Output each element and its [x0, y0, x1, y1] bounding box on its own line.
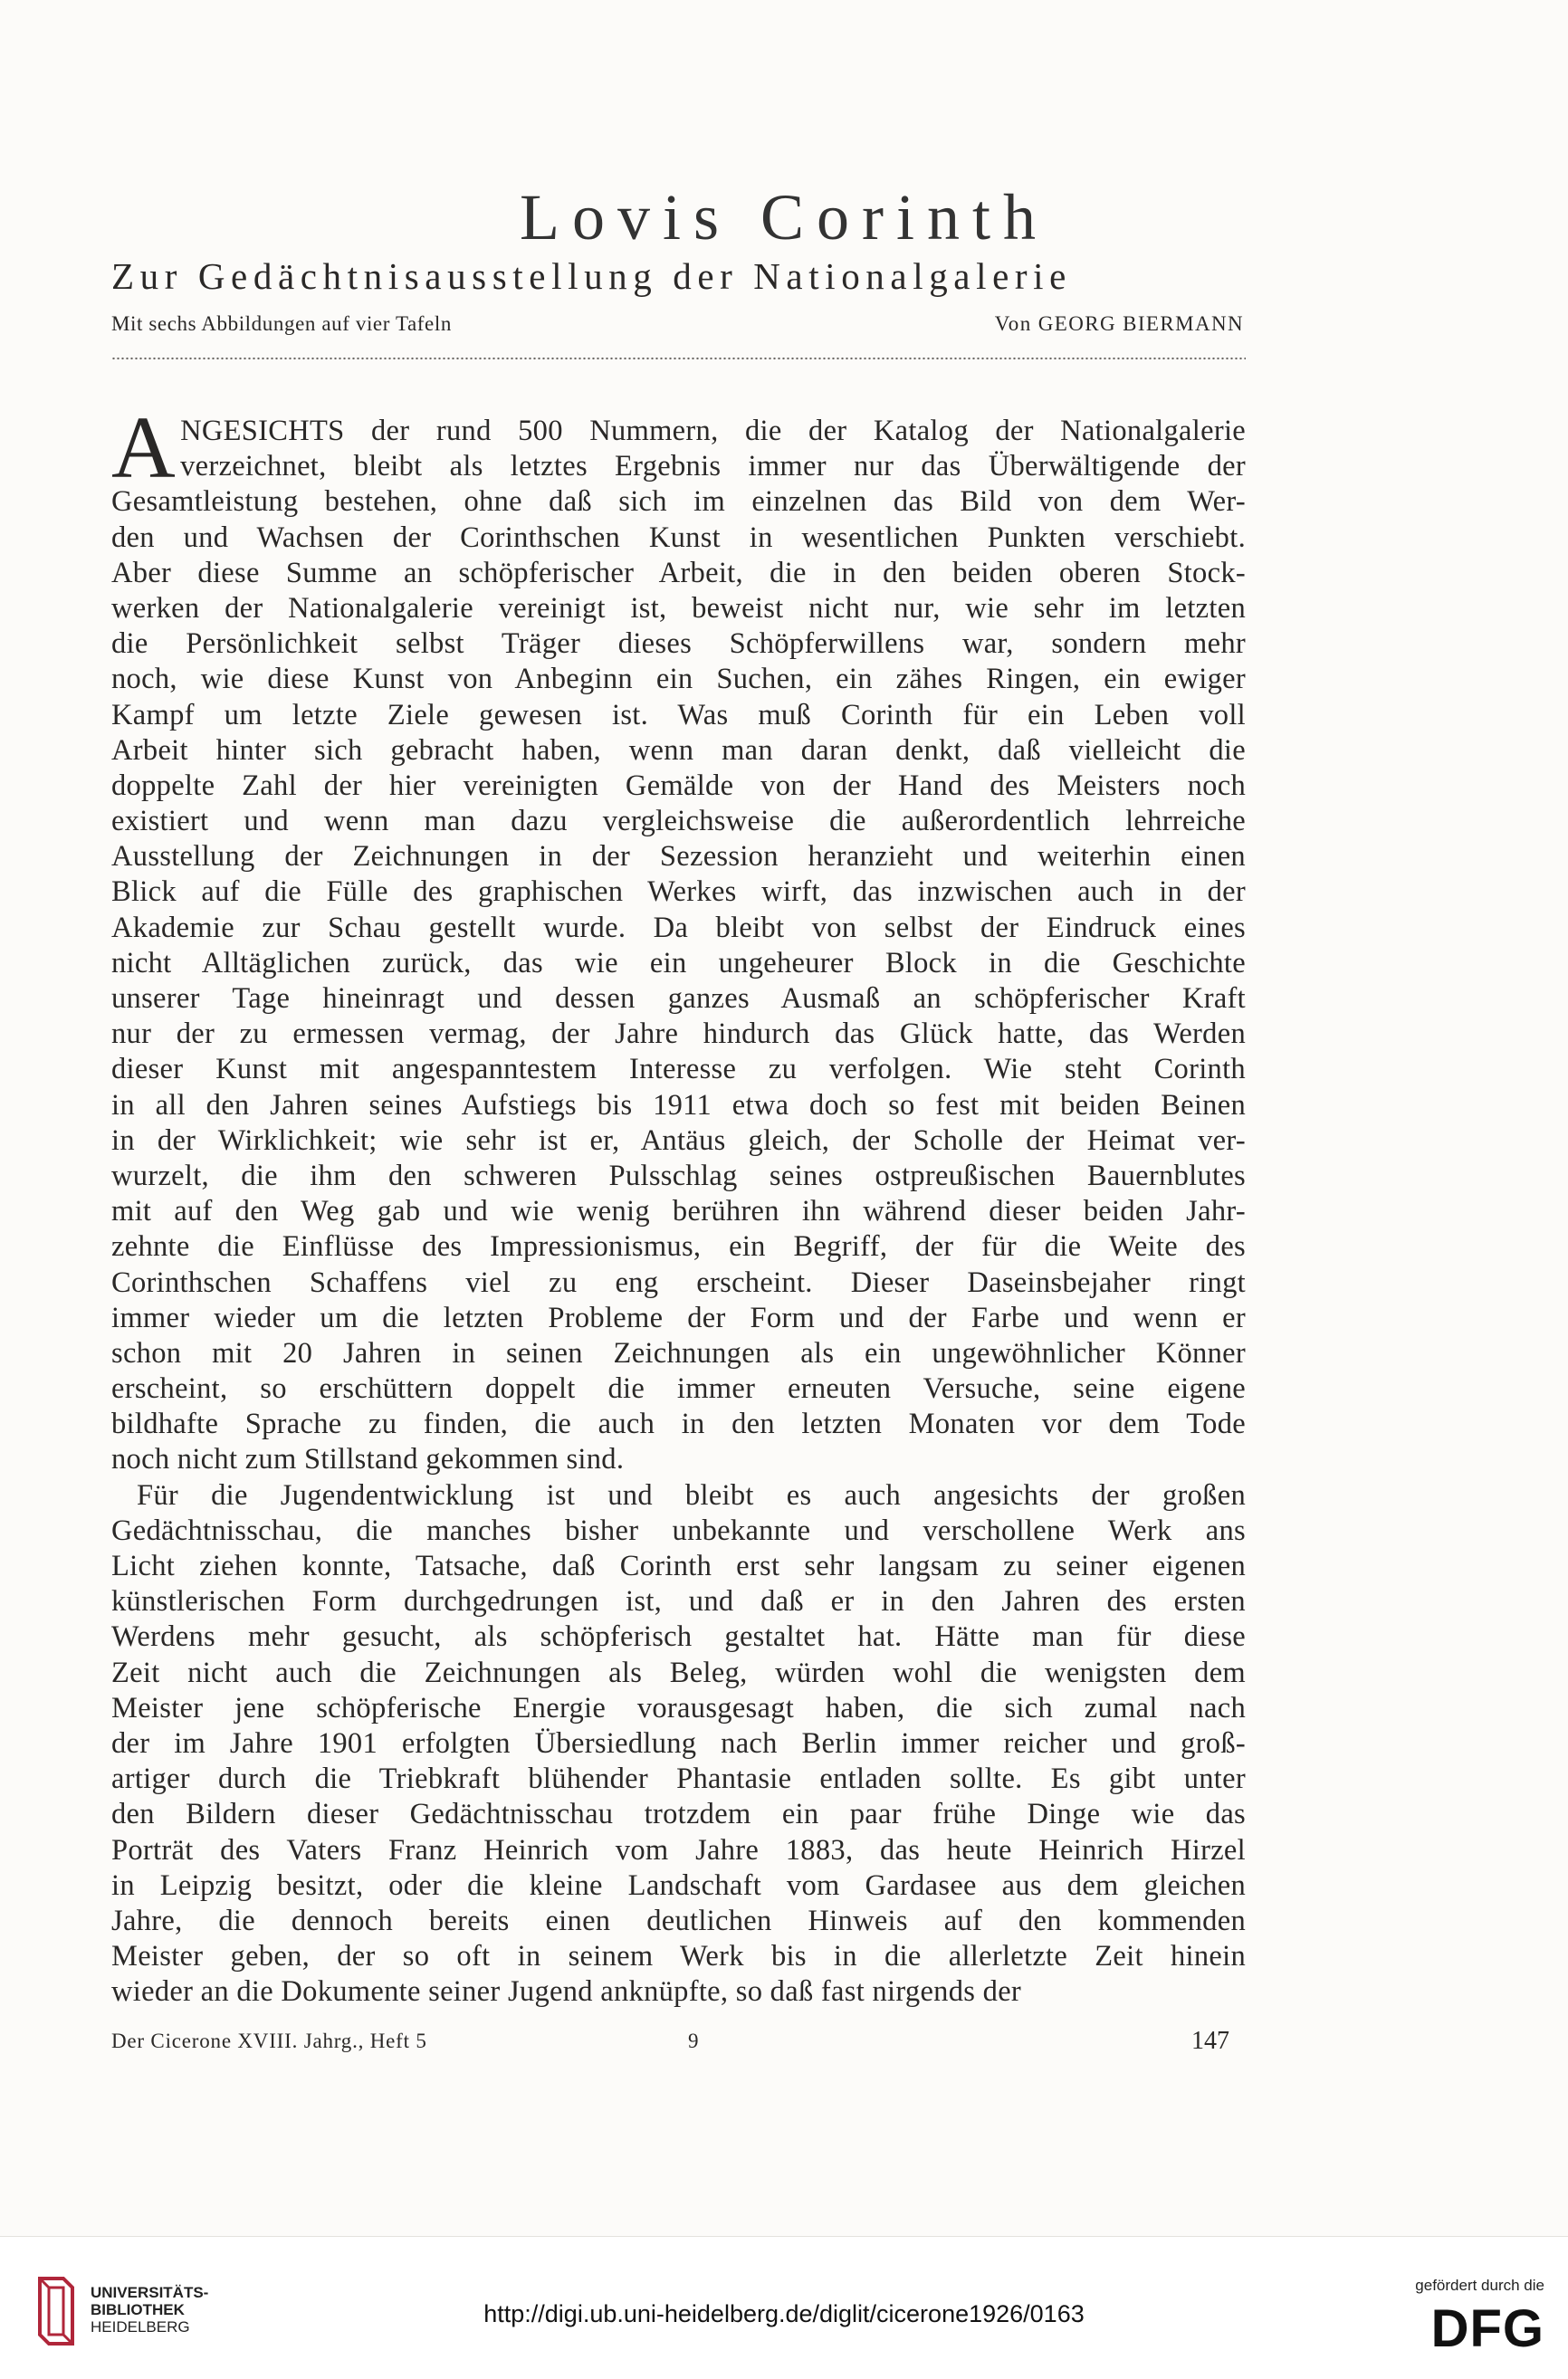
text-line: NGESICHTS der rund 500 Nummern, die der Katalog der Nationalgalerie	[180, 415, 1246, 447]
text-line: wieder an die Dokumente seiner Jugend anknüpfte, so daß fast nirgends der	[111, 1975, 1022, 2009]
text-line: Gesamtleistung bestehen, ohne daß sich im einzelnen das Bild von dem Wer-	[111, 485, 1246, 519]
text-line: dieser Kunst mit angespanntestem Interesse zu verfolgen. Wie steht Corinth	[111, 1053, 1246, 1086]
library-line-2: BIBLIOTHEK	[91, 2301, 185, 2318]
text-line: mit auf den Weg gab und wie wenig berühren ihn während dieser beiden Jahr-	[111, 1195, 1246, 1228]
text-line: noch nicht zum Stillstand gekommen sind.	[111, 1443, 625, 1476]
article-title: Lovis Corinth	[519, 181, 1048, 253]
text-line: Zeit nicht auch die Zeichnungen als Beleg, würden wohl die wenigsten dem	[111, 1656, 1246, 1689]
text-line: Meister geben, der so oft in seinem Werk bis in die allerletzte Zeit hinein	[111, 1940, 1246, 1973]
text-line: doppelte Zahl der hier vereinigten Gemälde von der Hand des Meisters noch	[111, 769, 1246, 802]
text-line: nicht Alltäglichen zurück, das wie ein ungeheurer Block in die Geschichte	[111, 946, 1246, 979]
library-line-3: HEIDELBERG	[91, 2318, 190, 2336]
text-line: Licht ziehen konnte, Tatsache, daß Corinth erst sehr langsam zu seiner eigenen	[111, 1550, 1246, 1582]
text-line: erscheint, so erschüttern doppelt die immer erneuten Versuche, seine eigene	[111, 1372, 1246, 1406]
signature-mark: 9	[688, 2030, 699, 2052]
article-subtitle: Zur Gedächtnisausstellung der Nationalgalerie	[111, 255, 1072, 297]
text-line: zehnte die Einflüsse des Impressionismus, ein Begriff, der für die Weite des	[111, 1230, 1246, 1264]
text-line: Blick auf die Fülle des graphischen Werkes wirft, das inzwischen auch in der	[111, 875, 1246, 909]
dotted-divider	[111, 356, 1246, 361]
text-line: die Persönlichkeit selbst Träger dieses Schöpferwillens war, sondern mehr	[111, 627, 1246, 661]
text-line: nur der zu ermessen vermag, der Jahre hindurch das Glück hatte, das Werden	[111, 1018, 1246, 1051]
text-line: bildhafte Sprache zu finden, die auch in den letzten Monaten vor dem Tode	[111, 1408, 1246, 1441]
text-line: Für die Jugendentwicklung ist und bleibt es auch angesichts der großen	[137, 1478, 1246, 1512]
text-line: Arbeit hinter sich gebracht haben, wenn man daran denkt, daß vielleicht die	[111, 733, 1246, 767]
article-body	[111, 399, 1246, 2010]
illustrations-note: Mit sechs Abbildungen auf vier Tafeln	[111, 312, 452, 335]
text-line: Ausstellung der Zeichnungen in der Sezession heranzieht und weiterhin einen	[111, 840, 1246, 874]
drop-cap: A	[111, 399, 177, 497]
text-line: werken der Nationalgalerie vereinigt ist, beweist nicht nur, wie sehr im letzten	[111, 591, 1246, 625]
author-byline: Von GEORG BIERMANN	[994, 312, 1244, 335]
text-line: verzeichnet, bleibt als letztes Ergebnis immer nur das Überwältigende der	[180, 450, 1246, 483]
text-line: Aber diese Summe an schöpferischer Arbeit, die in den beiden oberen Stock-	[111, 556, 1246, 589]
page-number: 147	[1191, 2027, 1229, 2055]
text-line: immer wieder um die letzten Probleme der Form und der Farbe und wenn er	[111, 1301, 1246, 1334]
text-line: in all den Jahren seines Aufstiegs bis 1911 etwa doch so fest mit beiden Beinen	[111, 1088, 1246, 1122]
text-line: schon mit 20 Jahren in seinen Zeichnungen als ein ungewöhnlicher Könner	[111, 1336, 1246, 1370]
text-line: den Bildern dieser Gedächtnisschau trotzdem ein paar frühe Dinge wie das	[111, 1798, 1246, 1831]
text-line: in der Wirklichkeit; wie sehr ist er, Antäus gleich, der Scholle der Heimat ver-	[111, 1123, 1246, 1157]
text-line: in Leipzig besitzt, oder die kleine Landschaft vom Gardasee aus dem gleichen	[111, 1868, 1246, 1902]
text-line: noch, wie diese Kunst von Anbeginn ein Suchen, ein zähes Ringen, ein ewiger	[111, 663, 1246, 696]
text-line: unserer Tage hineinragt und dessen ganzes Ausmaß an schöpferischer Kraft	[111, 982, 1246, 1015]
viewer-footer-bar	[0, 2236, 1568, 2379]
text-line: Porträt des Vaters Franz Heinrich vom Jahre 1883, das heute Heinrich Hirzel	[111, 1833, 1246, 1867]
text-line: Werdens mehr gesucht, als schöpferisch gestaltet hat. Hätte man für diese	[111, 1620, 1246, 1654]
text-line: Gedächtnisschau, die manches bisher unbekannte und verschollene Werk ans	[111, 1514, 1246, 1547]
text-line: artiger durch die Triebkraft blühender Phantasie entladen sollte. Es gibt unter	[111, 1763, 1246, 1796]
dfg-logo[interactable]: DFG	[1430, 2299, 1544, 2358]
funding-caption: gefördert durch die	[1415, 2277, 1544, 2294]
text-line: künstlerischen Form durchgedrungen ist, und daß er in den Jahren des ersten	[111, 1585, 1246, 1619]
library-line-1: UNIVERSITÄTS-	[91, 2284, 209, 2301]
text-line: Meister jene schöpferische Energie vorausgesagt haben, die sich zumal nach	[111, 1691, 1246, 1725]
permalink-url[interactable]: http://digi.ub.uni-heidelberg.de/diglit/cicerone1926/0163	[483, 2300, 1085, 2327]
text-line: Akademie zur Schau gestellt wurde. Da bleibt von selbst der Eindruck eines	[111, 911, 1246, 944]
text-line: wurzelt, die ihm den schweren Pulsschlag seines ostpreußischen Bauernblutes	[111, 1159, 1246, 1192]
text-line: existiert und wenn man dazu vergleichsweise die außerordentlich lehrreiche	[111, 805, 1246, 838]
text-line: den und Wachsen der Corinthschen Kunst in wesentlichen Punkten verschiebt.	[111, 521, 1246, 554]
text-line: Kampf um letzte Ziele gewesen ist. Was muß Corinth für ein Leben voll	[111, 698, 1246, 731]
text-line: Corinthschen Schaffens viel zu eng erscheint. Dieser Daseinsbejaher ringt	[111, 1266, 1246, 1299]
text-line: der im Jahre 1901 erfolgten Übersiedlung nach Berlin immer reicher und groß-	[111, 1726, 1246, 1760]
journal-footer: Der Cicerone XVIII. Jahrg., Heft 5	[111, 2030, 427, 2052]
text-line: Jahre, die dennoch bereits einen deutlichen Hinweis auf den kommenden	[111, 1904, 1246, 1937]
